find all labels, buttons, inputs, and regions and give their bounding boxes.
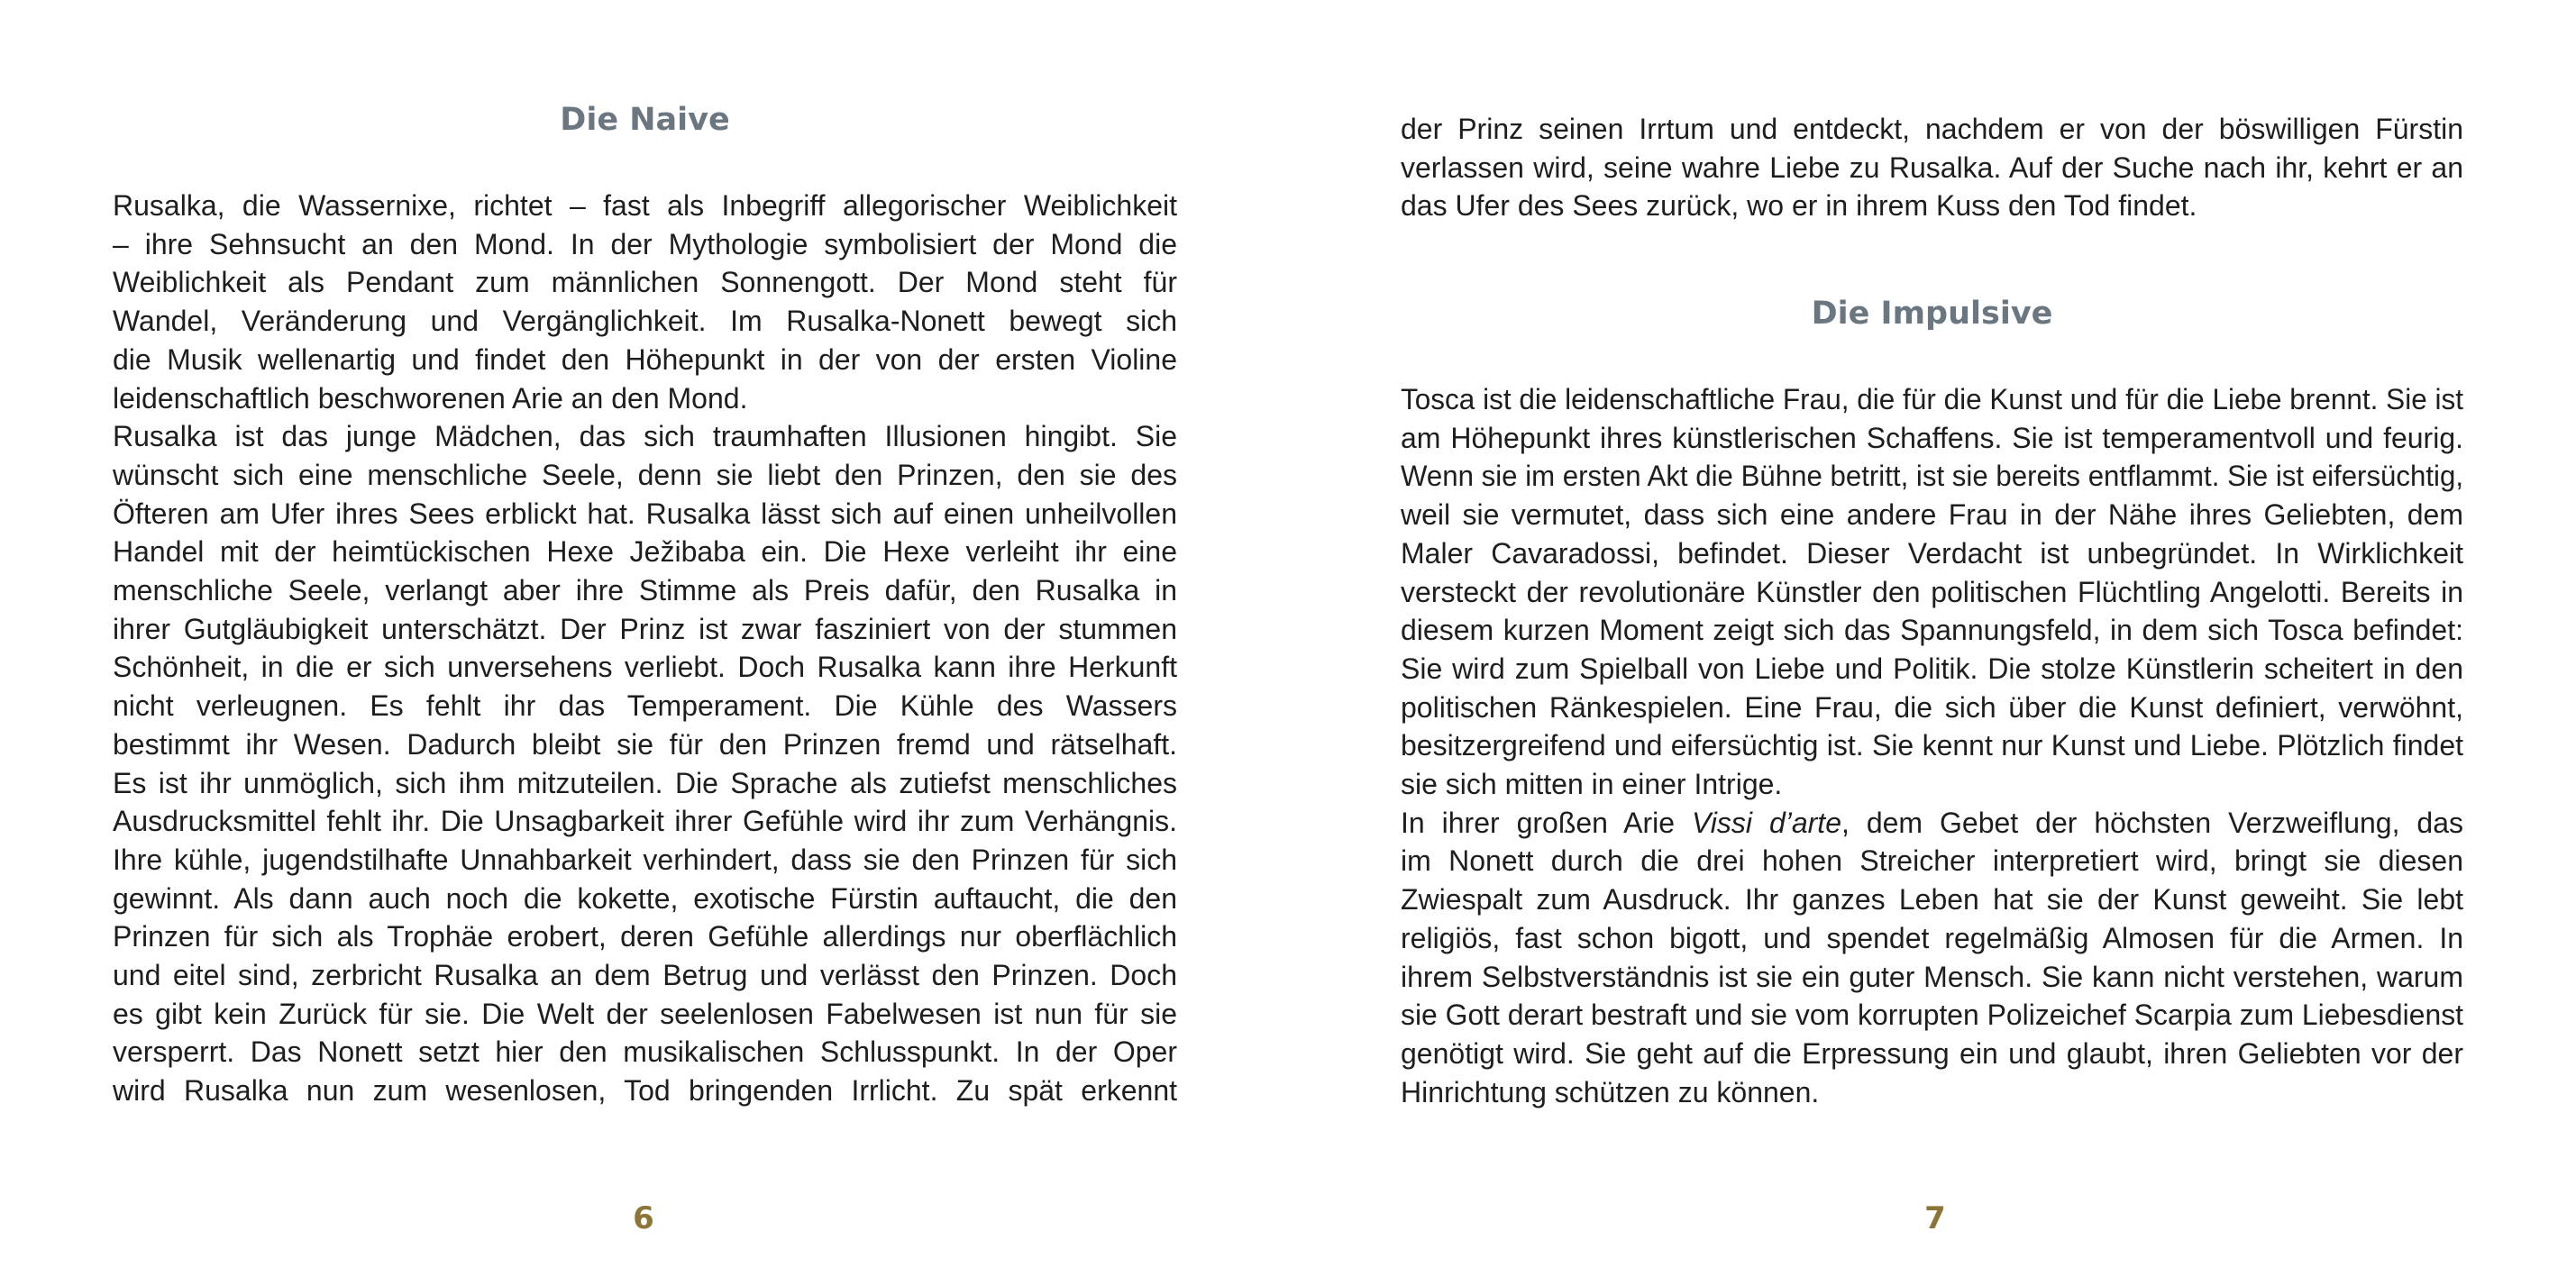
section-heading-impulsive: Die Impulsive: [1811, 296, 2053, 332]
text-line: Tosca ist die leidenschaftliche Frau, die für die Kunst und für die Liebe brennt. Sie ist: [1401, 383, 2463, 415]
text-line: Ausdrucksmittel fehlt ihr. Die Unsagbarkeit ihrer Gefühle wird ihr zum Verhängnis.: [113, 805, 1177, 838]
text-line: Zwiespalt zum Ausdruck. Ihr ganzes Leben hat sie der Kunst geweiht. Sie lebt: [1401, 883, 2463, 917]
text-line: das Ufer des Sees zurück, wo er in ihrem Kuss den Tod findet.: [1401, 189, 2197, 223]
text-line: Sie wird zum Spielball von Liebe und Politik. Die stolze Künstlerin scheitert in den: [1401, 652, 2463, 685]
text-line: [1401, 804, 2463, 842]
right-page: [1288, 0, 2576, 1277]
text-line: Hinrichtung schützen zu können.: [1401, 1075, 1820, 1108]
text-span: In ihrer großen Arie: [1401, 806, 1693, 839]
text-line: besitzergreifend und eifersüchtig ist. Sie kennt nur Kunst und Liebe. Plötzlich findet: [1401, 729, 2463, 762]
text-line: Prinzen für sich als Trophäe erobert, deren Gefühle allerdings nur oberflächlich: [113, 920, 1177, 953]
text-line: Ihre kühle, jugendstilhafte Unnahbarkeit verhindert, dass sie den Prinzen für sich: [113, 843, 1177, 876]
text-line: leidenschaftlich beschworenen Arie an den Mond.: [113, 381, 748, 415]
text-line: Wenn sie im ersten Akt die Bühne betritt, ist sie bereits entflammt. Sie ist eifersüchtig,: [1401, 460, 2463, 493]
text-line: diesem kurzen Moment zeigt sich das Spannungsfeld, in dem sich Tosca befindet:: [1401, 614, 2463, 647]
text-line: gewinnt. Als dann auch noch die kokette, exotische Fürstin auftaucht, die den: [113, 881, 1177, 915]
text-line: bestimmt ihr Wesen. Dadurch bleibt sie für den Prinzen fremd und rätselhaft.: [113, 727, 1177, 761]
text-line: verlassen wird, seine wahre Liebe zu Rusalka. Auf der Suche nach ihr, kehrt er an: [1401, 151, 2463, 184]
text-line: es gibt kein Zurück für sie. Die Welt der seelenlosen Fabelwesen ist nun für sie: [113, 997, 1177, 1030]
text-line: wird Rusalka nun zum wesenlosen, Tod bringenden Irrlicht. Zu spät erkennt: [113, 1074, 1177, 1108]
text-line: Rusalka, die Wassernixe, richtet – fast als Inbegriff allegorischer Weiblichkeit: [113, 189, 1177, 222]
text-span: , dem Gebet der höchsten Verzweiflung, das: [1841, 806, 2464, 839]
text-line: Maler Cavaradossi, befindet. Dieser Verdacht ist unbegründet. In Wirklichkeit: [1401, 536, 2463, 570]
text-line: wünscht sich eine menschliche Seele, denn sie liebt den Prinzen, den sie des: [113, 458, 1177, 491]
text-line: nicht verleugnen. Es fehlt ihr das Temperament. Die Kühle des Wassers: [113, 689, 1177, 723]
text-line: religiös, fast schon bigott, und spendet regelmäßig Almosen für die Armen. In: [1401, 921, 2463, 954]
page-number-right: 7: [1924, 1200, 1946, 1236]
text-line: Wandel, Veränderung und Vergänglichkeit. Im Rusalka-Nonett bewegt sich: [113, 305, 1177, 338]
text-line: ihrer Gutgläubigkeit unterschätzt. Der Prinz ist zwar fasziniert von der stummen: [113, 612, 1177, 645]
text-line: ihrem Selbstverständnis ist sie ein guter Mensch. Sie kann nicht verstehen, warum: [1401, 960, 2463, 993]
text-line: die Musik wellenartig und findet den Höhepunkt in der von der ersten Violine: [113, 342, 1177, 376]
text-line: im Nonett durch die drei hohen Streicher interpretiert wird, bringt sie diesen: [1401, 844, 2463, 878]
text-line: versperrt. Das Nonett setzt hier den musikalischen Schlusspunkt. In der Oper: [113, 1035, 1177, 1069]
aria-title: Vissi d’arte: [1692, 806, 1841, 839]
text-line: der Prinz seinen Irrtum und entdeckt, nachdem er von der böswilligen Fürstin: [1401, 113, 2463, 145]
text-line: politischen Ränkespielen. Eine Frau, die sich über die Kunst definiert, verwöhnt,: [1401, 690, 2463, 724]
text-line: Handel mit der heimtückischen Hexe Ježibaba ein. Die Hexe verleiht ihr eine: [113, 535, 1177, 569]
text-line: Rusalka ist das junge Mädchen, das sich traumhaften Illusionen hingibt. Sie: [113, 420, 1177, 453]
text-line: Es ist ihr unmöglich, sich ihm mitzuteilen. Die Sprache als zutiefst menschliches: [113, 766, 1177, 799]
text-line: versteckt der revolutionäre Künstler den politischen Flüchtling Angelotti. Bereits in: [1401, 575, 2463, 608]
text-line: am Höhepunkt ihres künstlerischen Schaffens. Sie ist temperamentvoll und feurig.: [1401, 421, 2463, 454]
page-number-left: 6: [633, 1200, 654, 1236]
text-line: und eitel sind, zerbricht Rusalka an dem Betrug und verlässt den Prinzen. Doch: [113, 959, 1177, 991]
text-line: menschliche Seele, verlangt aber ihre Stimme als Preis dafür, den Rusalka in: [113, 574, 1177, 607]
text-line: weil sie vermutet, dass sich eine andere Frau in der Nähe ihres Geliebten, dem: [1401, 498, 2463, 532]
text-line: sie Gott derart bestraft und sie vom korrupten Polizeichef Scarpia zum Liebesdienst: [1401, 999, 2463, 1032]
section-heading-naive: Die Naive: [560, 102, 730, 138]
text-line: – ihre Sehnsucht an den Mond. In der Mythologie symbolisiert der Mond die: [113, 227, 1177, 260]
text-line: Öfteren am Ufer ihres Sees erblickt hat. Rusalka lässt sich auf einen unheilvollen: [113, 497, 1177, 530]
text-line: Weiblichkeit als Pendant zum männlichen Sonnengott. Der Mond steht für: [113, 266, 1177, 299]
text-line: Schönheit, in die er sich unversehens verliebt. Doch Rusalka kann ihre Herkunft: [113, 651, 1177, 684]
text-line: genötigt wird. Sie geht auf die Erpressung ein und glaubt, ihren Geliebten vor der: [1401, 1036, 2463, 1070]
text-line: sie sich mitten in einer Intrige.: [1401, 768, 1783, 800]
